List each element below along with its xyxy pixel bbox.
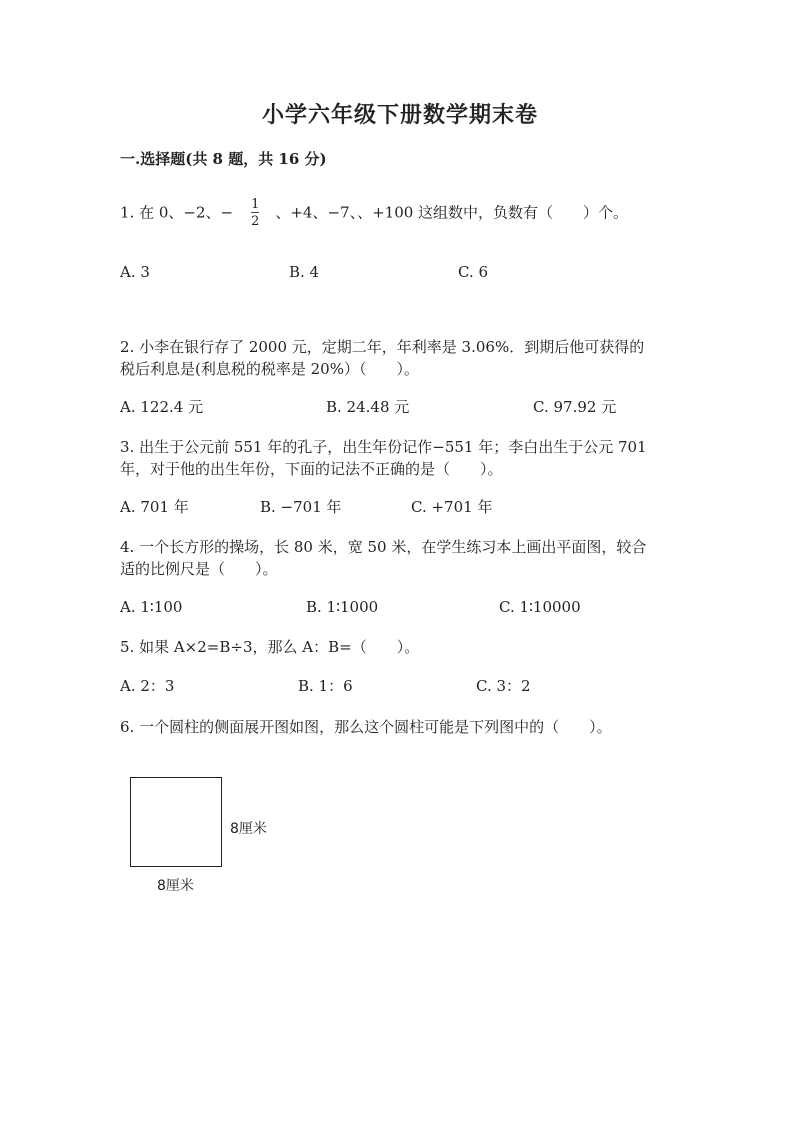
question-4-option-b: B. 1∶1000 [306, 598, 379, 616]
net-square-figure [130, 777, 222, 867]
question-1-text-post: 、+4、−7、、+100 这组数中，负数有（ ）个。 [275, 203, 629, 222]
question-1-text-pre: 1. 在 0、−2、− [120, 203, 234, 222]
question-3-option-b: B. −701 年 [260, 498, 342, 516]
question-4-option-a: A. 1∶100 [120, 598, 183, 616]
question-3-option-c: C. +701 年 [411, 498, 493, 516]
question-1-option-c: C. 6 [458, 263, 489, 281]
question-2-line-2: 税后利息是(利息税的税率是 20%）（ ）。 [120, 360, 419, 378]
fraction-numerator: 1 [251, 197, 260, 212]
question-2-option-b: B. 24.48 元 [326, 398, 410, 416]
question-3-option-a: A. 701 年 [120, 498, 189, 516]
question-5 [120, 636, 680, 658]
fraction-denominator: 2 [251, 214, 260, 229]
figure-right-label: 8厘米 [230, 821, 267, 837]
question-6-line-1: 6. 一个圆柱的侧面展开图如图，那么这个圆柱可能是下列图中的（ ）。 [120, 718, 612, 736]
question-2-line-1: 2. 小李在银行存了 2000 元，定期二年，年利率是 3.06%．到期后他可获得的 [120, 338, 645, 356]
question-4-line-1: 4. 一个长方形的操场，长 80 米，宽 50 米，在学生练习本上画出平面图，较合 [120, 538, 647, 556]
question-2 [120, 336, 680, 380]
question-5-option-a: A. 2：3 [120, 677, 175, 695]
page-title: 小学六年级下册数学期末卷 [261, 102, 538, 128]
figure-bottom-label: 8厘米 [157, 878, 194, 894]
question-3-line-1: 3. 出生于公元前 551 年的孔子，出生年份记作−551 年；李白出生于公元 701 [120, 438, 647, 456]
fraction [251, 198, 259, 229]
section-heading: 一.选择题(共 8 题，共 16 分) [120, 150, 327, 168]
question-1-option-b: B. 4 [289, 263, 320, 281]
question-4-line-2: 适的比例尺是（ ）。 [120, 560, 278, 578]
question-2-option-a: A. 122.4 元 [120, 398, 204, 416]
question-5-line-1: 5. 如果 A×2=B÷3，那么 A：B=（ ）。 [120, 638, 420, 656]
question-1 [120, 198, 680, 229]
question-3-line-2: 年，对于他的出生年份，下面的记法不正确的是（ ）。 [120, 460, 503, 478]
question-3 [120, 436, 680, 480]
question-5-option-c: C. 3：2 [476, 677, 531, 695]
question-6 [120, 716, 680, 738]
question-4 [120, 536, 680, 580]
question-4-option-c: C. 1∶10000 [499, 598, 581, 616]
question-1-option-a: A. 3 [120, 263, 150, 281]
question-5-option-b: B. 1：6 [298, 677, 353, 695]
question-2-option-c: C. 97.92 元 [533, 398, 617, 416]
